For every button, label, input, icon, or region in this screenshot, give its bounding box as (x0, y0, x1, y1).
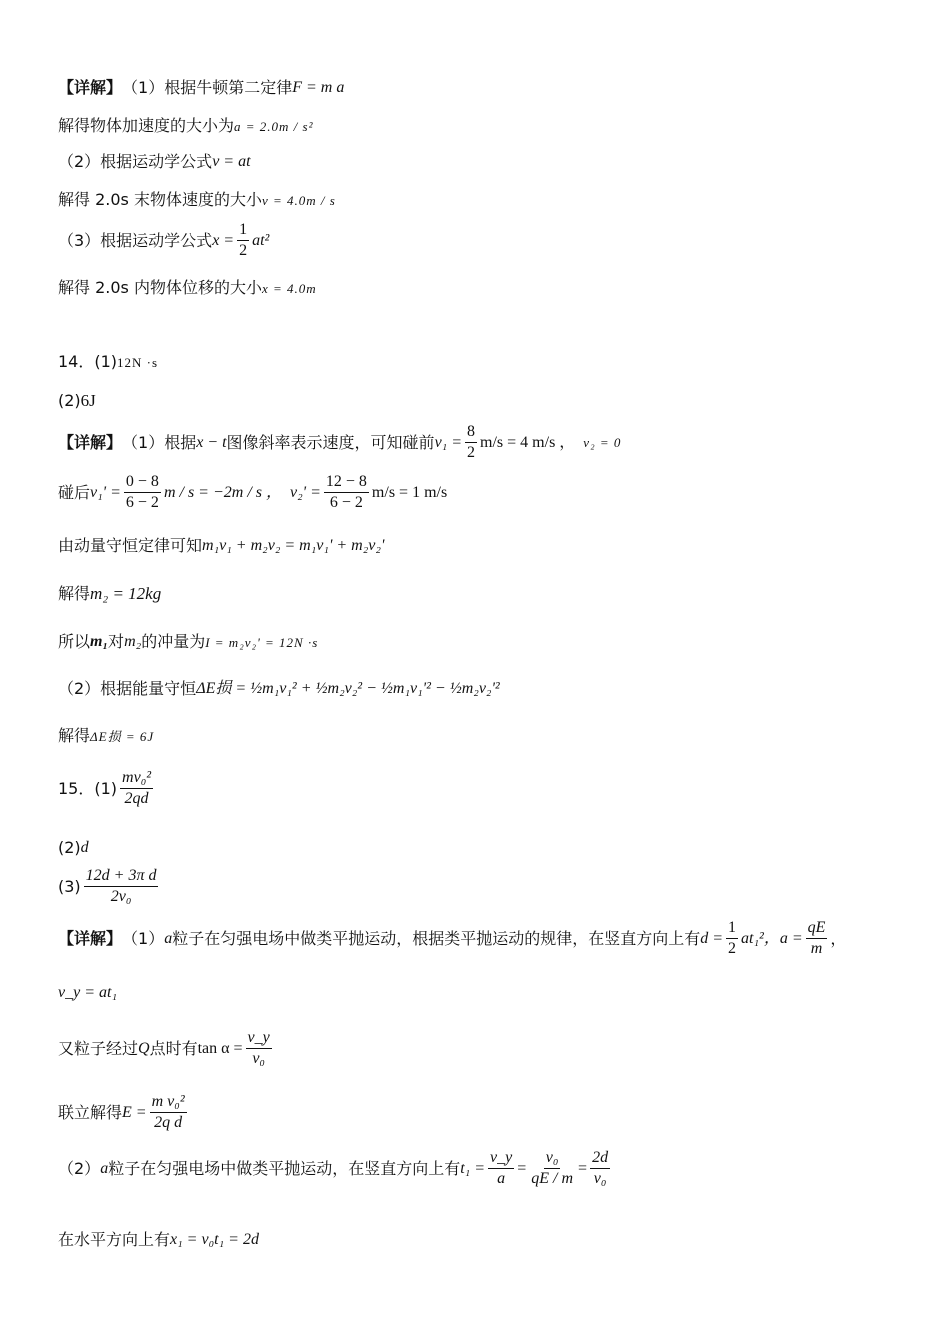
numerator: 12 − 8 (324, 474, 369, 493)
numerator: 1 (726, 920, 738, 939)
formula: m / s = −2m / s ， (163, 483, 282, 501)
denominator: 2qd (124, 790, 149, 807)
sec14-detail-1 (58, 424, 621, 461)
text: 碰后 (58, 482, 91, 502)
numerator: qE (806, 920, 828, 939)
fraction (237, 222, 249, 259)
text: 解得物体加速度的大小为 (58, 116, 235, 135)
text: 联立解得 (58, 1102, 123, 1122)
text: 图像斜率表示速度，可知碰前 (226, 432, 435, 452)
denominator: 2v₀ (110, 888, 132, 905)
sec14-detail-7 (58, 728, 154, 744)
sec14-detail-6 (58, 681, 500, 697)
denominator: v₀ (593, 1170, 607, 1187)
question-label: (2) (58, 390, 81, 410)
formula: m₁v₁ + m₂v₂ = m₁v₁' + m₂v₂' (202, 537, 385, 554)
sec15-detail-4 (58, 1094, 190, 1131)
fraction (806, 920, 828, 957)
denominator: 2 (728, 940, 737, 957)
denominator: v₀ (252, 1050, 265, 1067)
formula: tan α = (197, 1039, 243, 1057)
numerator: 1 (237, 222, 249, 241)
formula: a = (779, 929, 803, 947)
sec15-detail-1 (58, 920, 846, 957)
text: （1）根据牛顿第二定律 (122, 78, 293, 97)
formula: F = m a (292, 79, 345, 96)
numerator: 12d + 3π d (84, 868, 159, 887)
sec13-line-6 (58, 280, 317, 296)
text: （3）根据运动学公式 (58, 230, 213, 250)
text: 所以 (58, 632, 91, 651)
formula: d = (700, 929, 724, 947)
sec13-line-4 (58, 192, 336, 208)
fraction (488, 1150, 514, 1187)
text: 粒子在匀强电场中做类平抛运动，根据类平抛运动的规律，在竖直方向上有 (172, 928, 701, 948)
question-label: (2) (58, 838, 81, 857)
formula: ΔE损 = ½m₁v₁² + ½m₂v₂² − ½m₁v₁'² − ½m₂v₂'² (196, 680, 500, 697)
formula: v = at (212, 153, 251, 170)
formula: m₂ = 12kg (90, 584, 162, 603)
text: （2） (58, 1158, 101, 1178)
sec14-detail-5 (58, 634, 318, 650)
formula: v₂' = (290, 483, 321, 501)
sec13-line-5 (58, 222, 269, 259)
fraction (150, 1094, 187, 1131)
formula: m/s = 1 m/s (371, 483, 448, 501)
detail-label: 【详解】 (58, 78, 123, 97)
numerator: v₀ (544, 1150, 561, 1169)
numerator: mv₀² (120, 770, 153, 789)
denominator: a (497, 1170, 506, 1187)
formula: a = 2.0m / s² (234, 118, 314, 134)
answer: 6J (80, 391, 96, 410)
question-label: 15．(1) (58, 778, 118, 798)
fraction (465, 424, 477, 461)
denominator: 2 (467, 444, 476, 461)
formula-rest: at² (252, 231, 270, 249)
sec13-line-3 (58, 154, 251, 170)
numerator: v_y (246, 1030, 272, 1049)
formula-x: x = (212, 231, 235, 249)
fraction (726, 920, 738, 957)
fraction (529, 1150, 575, 1187)
denominator: 2 (239, 242, 248, 259)
formula: m₁ (90, 633, 109, 650)
formula: v_y = at₁ (58, 984, 118, 1001)
point-symbol: Q (138, 1039, 150, 1057)
detail-label: 【详解】 (58, 928, 123, 948)
denominator: 6 − 2 (125, 494, 159, 511)
fraction (590, 1150, 610, 1187)
denominator: m (810, 940, 823, 957)
text: 对 (108, 632, 125, 651)
text: 解得 2.0s 内物体位移的大小 (58, 278, 262, 297)
answer: 12N ·s (117, 354, 159, 370)
denominator: qE / m (531, 1170, 574, 1187)
formula: E = (122, 1103, 147, 1121)
text: 解得 (58, 583, 91, 603)
text: 由动量守恒定律可知 (58, 536, 203, 555)
formula: x₁ = v₀t₁ = 2d (170, 1231, 259, 1248)
fraction (84, 868, 159, 905)
sec15-answer-3 (58, 868, 161, 905)
sec15-detail-6 (58, 1232, 259, 1248)
formula: ΔE损 = 6J (90, 728, 155, 744)
sec14-answer-1 (58, 354, 158, 370)
question-label: (3) (58, 876, 81, 896)
sec15-detail-3 (58, 1030, 275, 1067)
text: ， (830, 928, 847, 948)
formula: v₁' = (90, 483, 121, 501)
text: （1） (122, 928, 165, 948)
sec14-detail-2 (58, 474, 447, 511)
formula: v = 4.0m / s (261, 192, 336, 208)
text: 点时有 (149, 1038, 198, 1058)
formula: v₂ = 0 (583, 435, 622, 450)
numerator: 0 − 8 (124, 474, 161, 493)
text: 解得 2.0s 末物体速度的大小 (58, 190, 262, 209)
particle-symbol: a (164, 929, 173, 947)
numerator: 2d (590, 1150, 610, 1169)
denominator: 2q d (154, 1114, 183, 1131)
formula: at₁²， (741, 929, 780, 947)
fraction (120, 770, 153, 807)
question-label: 14．(1) (58, 352, 118, 371)
numerator: 8 (465, 424, 477, 443)
sec15-answer-1 (58, 770, 156, 807)
denominator: 6 − 2 (329, 494, 363, 511)
text: 的冲量为 (141, 632, 206, 651)
formula: m/s = 4 m/s ， (480, 433, 576, 451)
numerator: v_y (488, 1150, 514, 1169)
numerator: m v₀² (150, 1094, 187, 1113)
text: （1）根据 (122, 432, 197, 452)
sec15-detail-2 (58, 985, 117, 1001)
formula: I = m₂v₂' = 12N ·s (205, 634, 319, 650)
text: 又粒子经过 (58, 1038, 139, 1058)
sec14-detail-3 (58, 538, 384, 554)
formula: m₂ (124, 633, 142, 650)
text: 解得 (58, 726, 91, 745)
text: 粒子在匀强电场中做类平抛运动，在竖直方向上有 (108, 1158, 461, 1178)
particle-symbol: a (100, 1159, 109, 1177)
formula: x − t (196, 433, 227, 451)
text: （2）根据运动学公式 (58, 152, 213, 171)
formula: v₁ = (434, 433, 463, 451)
formula: t₁ = (460, 1159, 486, 1177)
sec13-line-2 (58, 118, 314, 134)
fraction (246, 1030, 272, 1067)
answer: d (80, 839, 89, 856)
fraction (324, 474, 369, 511)
sec14-detail-4 (58, 585, 161, 602)
sec15-detail-5: （2） a 粒子在匀强电场中做类平抛运动，在竖直方向上有 t₁ = $\frac{v\_y}{a}$ = $\frac{\text{v₀}}{qE / m}$ = $\frac{2d}{\text{v₀}}$ (58, 1149, 609, 1187)
fraction (124, 474, 161, 511)
text: 在水平方向上有 (58, 1230, 171, 1249)
text: （2）根据能量守恒 (58, 679, 197, 698)
sec13-line-1 (58, 80, 344, 96)
detail-label: 【详解】 (58, 432, 123, 452)
formula: x = 4.0m (261, 280, 317, 296)
sec14-answer-2 (58, 392, 96, 409)
sec15-answer-2 (58, 840, 89, 856)
